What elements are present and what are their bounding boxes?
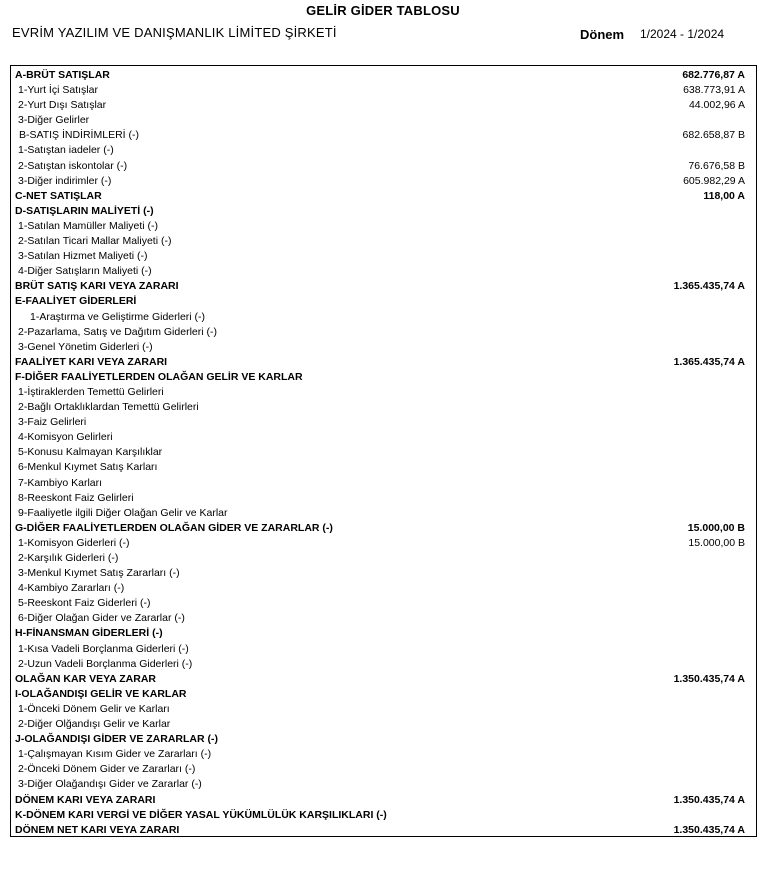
statement-row — [11, 566, 756, 581]
row-amount: 44.002,96 A — [688, 99, 745, 112]
row-label: G-DİĞER FAALİYETLERDEN OLAĞAN GİDER VE ZARARLAR (-) — [15, 521, 333, 534]
row-label: 9-Faaliyetle ilgili Diğer Olağan Gelir ve Karlar — [18, 506, 228, 519]
statement-row — [11, 98, 756, 113]
statement-row — [11, 174, 756, 189]
period-value: 1/2024 - 1/2024 — [640, 27, 725, 41]
row-amount: 1.350.435,74 A — [673, 793, 745, 806]
row-amount: 15.000,00 B — [687, 521, 745, 534]
row-label: 4-Komisyon Gelirleri — [18, 431, 113, 444]
statement-row — [11, 68, 756, 83]
statement-row — [11, 370, 756, 385]
row-label: 2-Yurt Dışı Satışlar — [18, 99, 107, 112]
statement-row — [11, 264, 756, 279]
statement-row — [11, 400, 756, 415]
row-amount: 1.365.435,74 A — [673, 280, 745, 293]
row-label: 1-Önceki Dönem Gelir ve Karları — [18, 702, 170, 715]
row-label: B-SATIŞ İNDİRİMLERİ (-) — [19, 129, 139, 142]
row-label: 6-Menkul Kıymet Satış Karları — [18, 461, 158, 474]
statement-row — [11, 717, 756, 732]
statement-row — [11, 687, 756, 702]
row-label: 1-Komisyon Giderleri (-) — [18, 536, 130, 549]
statement-row — [11, 83, 756, 98]
statement-row — [11, 415, 756, 430]
statement-row — [11, 340, 756, 355]
row-amount: 1.365.435,74 A — [673, 355, 745, 368]
statement-rows — [11, 68, 756, 838]
row-label: 3-Diğer Gelirler — [18, 114, 90, 127]
row-label: A-BRÜT SATIŞLAR — [15, 69, 110, 81]
statement-row — [11, 521, 756, 536]
row-amount: 15.000,00 B — [688, 536, 745, 549]
statement-row — [11, 747, 756, 762]
row-label: 1-Satıştan iadeler (-) — [18, 144, 114, 157]
statement-row — [11, 626, 756, 641]
statement-row — [11, 732, 756, 747]
statement-row — [11, 491, 756, 506]
statement-row — [11, 445, 756, 460]
row-label: 3-Menkul Kıymet Satış Zararları (-) — [18, 567, 180, 580]
row-label: 7-Kambiyo Karları — [18, 476, 103, 489]
statement-row — [11, 294, 756, 309]
statement-row — [11, 476, 756, 491]
row-label: 2-Bağlı Ortaklıklardan Temettü Gelirleri — [18, 401, 199, 414]
row-label: BRÜT SATIŞ KARI VEYA ZARARI — [15, 280, 179, 293]
row-amount: 605.982,29 A — [683, 174, 745, 187]
statement-row — [11, 506, 756, 521]
row-amount: 682.776,87 A — [682, 69, 745, 81]
statement-row — [11, 777, 756, 792]
row-label: 2-Önceki Dönem Gider ve Zararları (-) — [18, 763, 196, 776]
statement-row — [11, 355, 756, 370]
statement-row — [11, 551, 756, 566]
row-label: E-FAALİYET GİDERLERİ — [15, 295, 137, 308]
row-amount: 682.658,87 B — [682, 129, 745, 142]
row-label: 3-Diğer Olağandışı Gider ve Zararlar (-) — [18, 778, 202, 791]
statement-row — [11, 159, 756, 174]
statement-row — [11, 219, 756, 234]
statement-row — [11, 793, 756, 808]
statement-row — [11, 702, 756, 717]
row-label: D-SATIŞLARIN MALİYETİ (-) — [15, 204, 154, 217]
row-label: 2-Pazarlama, Satış ve Dağıtım Giderleri (-) — [18, 325, 217, 338]
row-label: 1-Çalışmayan Kısım Gider ve Zararları (-) — [18, 748, 212, 761]
row-label: 1-Kısa Vadeli Borçlanma Giderleri (-) — [18, 642, 189, 655]
row-label: 3-Faiz Gelirleri — [18, 416, 87, 429]
statement-row — [11, 460, 756, 475]
row-label: 3-Diğer indirimler (-) — [18, 174, 112, 187]
statement-row — [11, 385, 756, 400]
row-label: OLAĞAN KAR VEYA ZARAR — [15, 672, 156, 685]
row-label: 3-Genel Yönetim Giderleri (-) — [18, 340, 153, 353]
statement-row — [11, 310, 756, 325]
row-amount: 76.676,58 B — [688, 159, 745, 172]
statement-row — [11, 808, 756, 823]
report-title: GELİR GİDER TABLOSU — [306, 3, 460, 18]
row-label: J-OLAĞANDIŞI GİDER VE ZARARLAR (-) — [15, 733, 218, 746]
statement-row — [11, 234, 756, 249]
row-label: 8-Reeskont Faiz Gelirleri — [18, 491, 134, 504]
row-label: 5-Konusu Kalmayan Karşılıklar — [18, 446, 163, 459]
statement-row — [11, 581, 756, 596]
row-label: FAALİYET KARI VEYA ZARARI — [15, 355, 168, 368]
statement-row — [11, 204, 756, 219]
row-label: 6-Diğer Olağan Gider ve Zararlar (-) — [18, 612, 185, 625]
statement-row — [11, 249, 756, 264]
statement-row — [11, 430, 756, 445]
row-label: C-NET SATIŞLAR — [15, 189, 102, 202]
row-label: I-OLAĞANDIŞI GELİR VE KARLAR — [15, 687, 187, 700]
statement-row — [11, 279, 756, 294]
row-amount: 118,00 A — [703, 189, 745, 202]
statement-row — [11, 672, 756, 687]
statement-row — [11, 113, 756, 128]
row-label: 4-Kambiyo Zararları (-) — [18, 582, 125, 595]
statement-row — [11, 143, 756, 158]
statement-row — [11, 325, 756, 340]
statement-row — [11, 596, 756, 611]
row-label: 2-Satılan Ticari Mallar Maliyeti (-) — [18, 235, 172, 248]
row-label: DÖNEM NET KARI VEYA ZARARI — [15, 823, 180, 836]
row-amount: 1.350.435,74 A — [673, 672, 745, 685]
row-label: 2-Karşılık Giderleri (-) — [18, 552, 119, 564]
row-label: 2-Uzun Vadeli Borçlanma Giderleri (-) — [18, 657, 193, 670]
row-label: 1-Yurt İçi Satışlar — [18, 84, 98, 97]
statement-row — [11, 642, 756, 657]
row-label: F-DİĞER FAALİYETLERDEN OLAĞAN GELİR VE KARLAR — [15, 370, 303, 383]
company-name: EVRİM YAZILIM VE DANIŞMANLIK LİMİTED ŞİRKETİ — [12, 25, 337, 40]
row-amount: 1.350.435,74 A — [673, 823, 745, 836]
row-label: H-FİNANSMAN GİDERLERİ (-) — [15, 627, 163, 640]
statement-row — [11, 536, 756, 551]
row-label: 1-Satılan Mamüller Maliyeti (-) — [18, 219, 159, 232]
income-statement-table — [10, 65, 757, 837]
row-label: 5-Reeskont Faiz Giderleri (-) — [18, 597, 151, 610]
row-label: K-DÖNEM KARI VERGİ VE DİĞER YASAL YÜKÜMLÜLÜK KARŞILIKLARI (-) — [15, 808, 387, 821]
statement-row — [11, 611, 756, 626]
statement-row — [11, 762, 756, 777]
row-label: 1-Araştırma ve Geliştirme Giderleri (-) — [30, 310, 206, 323]
statement-row — [11, 128, 756, 143]
row-label: DÖNEM KARI VEYA ZARARI — [15, 793, 156, 806]
row-label: 4-Diğer Satışların Maliyeti (-) — [18, 265, 152, 278]
row-label: 2-Satıştan iskontolar (-) — [18, 159, 128, 172]
period-label: Dönem — [580, 27, 625, 42]
row-label: 3-Satılan Hizmet Maliyeti (-) — [18, 250, 148, 263]
statement-row — [11, 823, 756, 838]
row-amount: 638.773,91 A — [683, 84, 745, 97]
statement-row — [11, 657, 756, 672]
row-label: 1-İştiraklerden Temettü Gelirleri — [18, 385, 164, 398]
statement-row — [11, 189, 756, 204]
row-label: 2-Diğer Olğandışı Gelir ve Karlar — [18, 718, 171, 731]
